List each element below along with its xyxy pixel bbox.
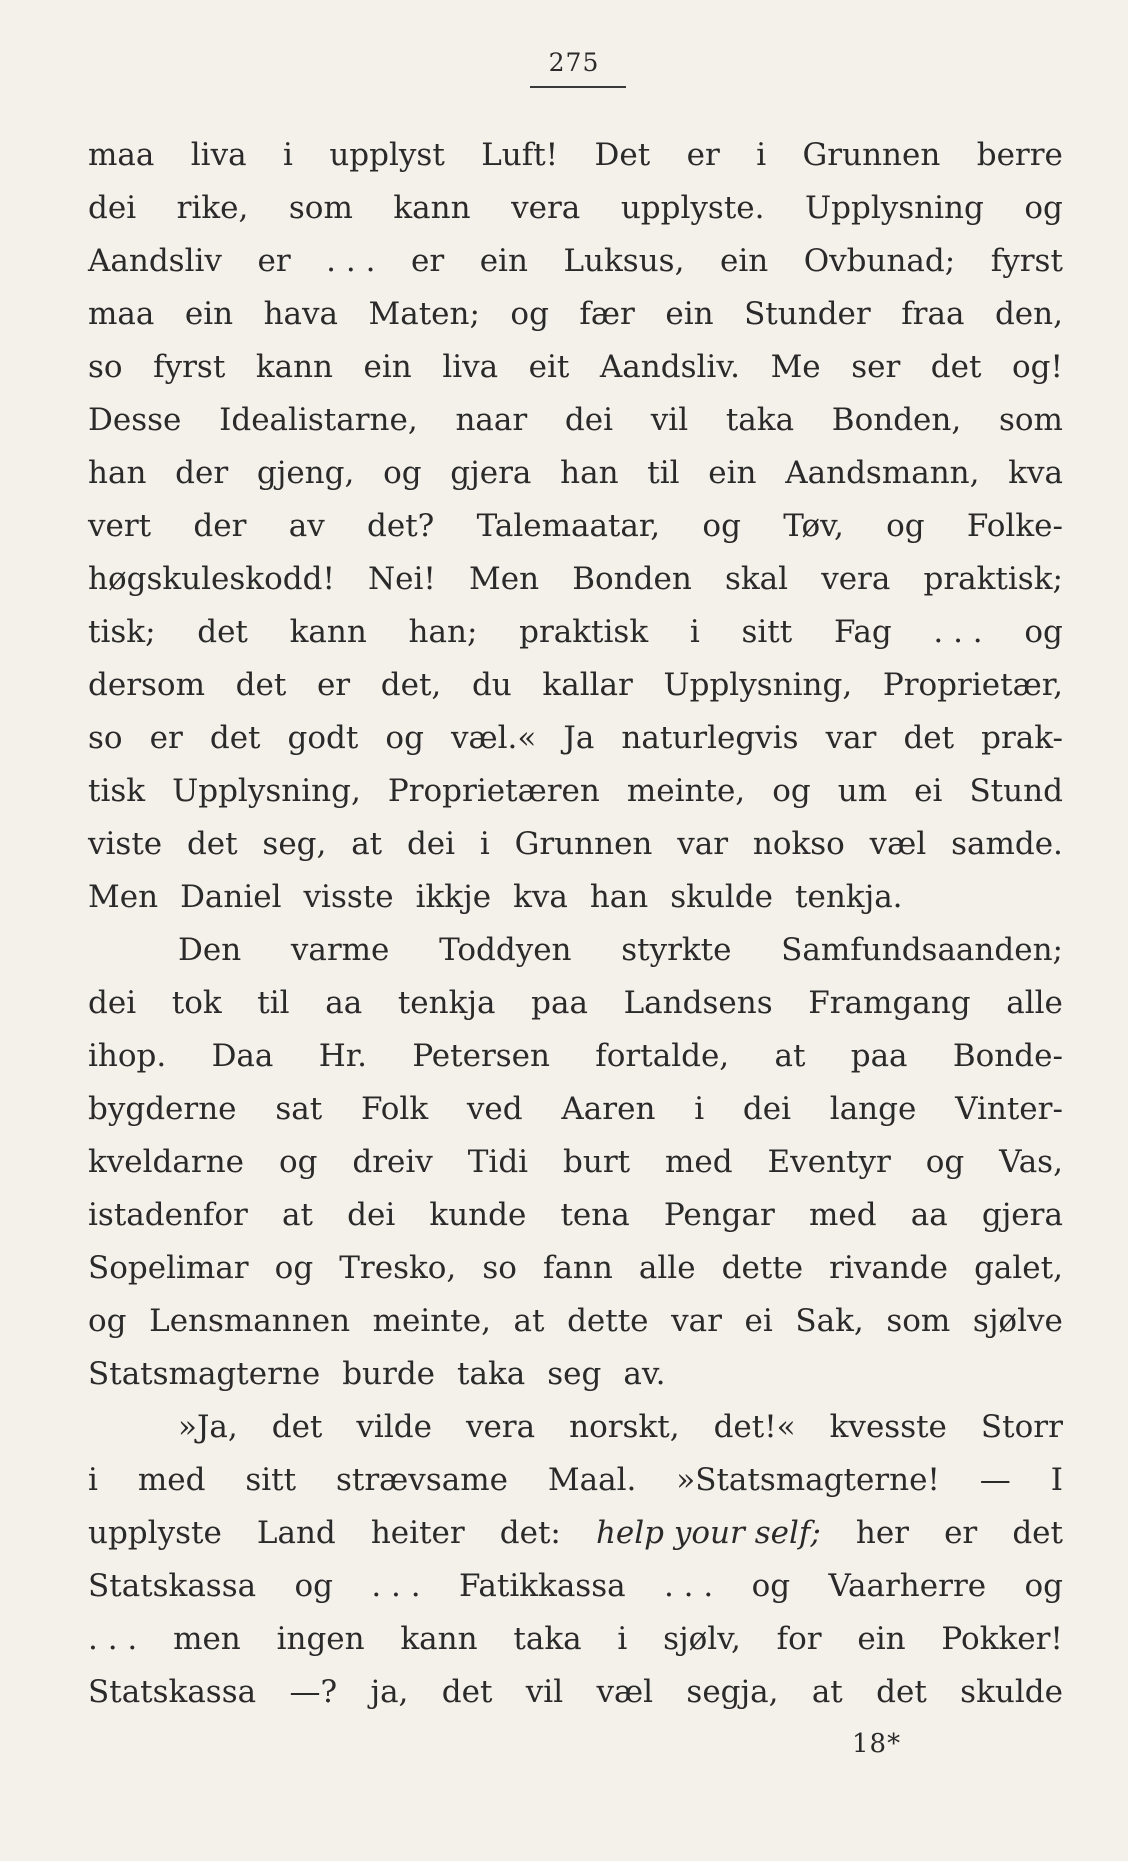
- text-word: meinte,: [372, 1303, 491, 1339]
- text-word: dei: [564, 402, 614, 438]
- text-word: Vas,: [999, 1144, 1063, 1180]
- text-word: . . .: [326, 243, 376, 279]
- text-word: Ja: [563, 720, 595, 756]
- text-word: Bonden,: [831, 402, 962, 438]
- text-word: Stunder: [744, 296, 871, 332]
- text-line: [88, 818, 1063, 871]
- text-word: sjølv,: [663, 1621, 741, 1657]
- text-word: det: [930, 349, 982, 385]
- text-word: Fag: [833, 614, 892, 650]
- text-word: det,: [380, 667, 442, 703]
- text-word: det!«: [713, 1409, 796, 1445]
- text-word: Den: [178, 932, 242, 968]
- text-word: ser: [851, 349, 901, 385]
- text-word: med: [665, 1144, 733, 1180]
- text-word: Upplysning: [805, 190, 984, 226]
- text-word: Aaren: [561, 1091, 656, 1127]
- text-word: skulde: [670, 879, 774, 915]
- text-word: nokso: [752, 826, 845, 862]
- text-word: og: [385, 720, 424, 756]
- text-word: styrkte: [621, 932, 732, 968]
- text-word: at: [282, 1197, 313, 1233]
- text-word: Desse: [88, 402, 182, 438]
- text-word: upplyste.: [620, 190, 765, 226]
- text-word: Storr: [980, 1409, 1063, 1445]
- text-word: og: [1024, 614, 1063, 650]
- text-word: det: [197, 614, 248, 650]
- text-word: help your self;: [595, 1515, 821, 1551]
- text-word: visste: [303, 879, 394, 915]
- text-word: Bonden: [572, 561, 692, 597]
- signature-mark: 18*: [852, 1729, 902, 1759]
- text-word: og: [1024, 1568, 1063, 1604]
- text-word: dei: [742, 1091, 791, 1127]
- text-word: i: [756, 137, 767, 173]
- text-word: . . .: [933, 614, 983, 650]
- text-word: kann: [400, 1621, 478, 1657]
- text-word: so: [88, 720, 123, 756]
- text-word: som: [288, 190, 353, 226]
- text-word: høgskuleskodd!: [88, 561, 335, 597]
- text-word: Aandsliv: [88, 243, 222, 279]
- text-word: Men: [88, 879, 159, 915]
- text-word: Petersen: [412, 1038, 550, 1074]
- text-word: den,: [994, 296, 1063, 332]
- text-word: men: [173, 1621, 241, 1657]
- text-word: so: [88, 349, 123, 385]
- text-word: Statsmagterne: [88, 1356, 321, 1392]
- text-word: i: [479, 826, 490, 862]
- text-word: han: [560, 455, 619, 491]
- text-line: [88, 1507, 1063, 1560]
- text-word: du: [471, 667, 512, 703]
- text-line: [88, 712, 1063, 765]
- text-word: for: [776, 1621, 822, 1657]
- text-word: Grunnen: [514, 826, 653, 862]
- text-word: Daniel: [180, 879, 282, 915]
- text-word: seg,: [262, 826, 327, 862]
- text-word: taka: [513, 1621, 582, 1657]
- text-word: det: [209, 720, 261, 756]
- text-word: gjera: [981, 1197, 1063, 1233]
- text-word: dei: [88, 985, 137, 1021]
- text-word: han: [589, 879, 649, 915]
- text-word: og!: [1011, 349, 1063, 385]
- text-word: prak-: [981, 720, 1063, 756]
- text-line: [88, 500, 1063, 553]
- text-word: bygderne: [88, 1091, 237, 1127]
- text-word: er: [257, 243, 291, 279]
- text-word: tisk;: [88, 614, 156, 650]
- text-word: og: [1024, 190, 1063, 226]
- text-word: Sak,: [795, 1303, 864, 1339]
- text-word: der: [175, 455, 229, 491]
- text-word: kveldarne: [88, 1144, 245, 1180]
- text-word: Bonde-: [952, 1038, 1063, 1074]
- text-word: tisk: [88, 773, 146, 809]
- text-word: viste: [88, 826, 163, 862]
- text-line: [88, 1560, 1063, 1613]
- text-word: . . .: [663, 1568, 714, 1604]
- body-text: [88, 129, 1063, 1719]
- text-word: »Statsmagterne!: [676, 1462, 940, 1498]
- text-word: samde.: [951, 826, 1063, 862]
- text-line: [88, 553, 1063, 606]
- text-word: er: [316, 667, 351, 703]
- text-word: ein: [363, 349, 412, 385]
- text-word: gjera: [450, 455, 532, 491]
- text-word: Lensmannen: [149, 1303, 351, 1339]
- text-word: der: [193, 508, 247, 544]
- text-word: kunde: [429, 1197, 527, 1233]
- text-word: Maten;: [368, 296, 480, 332]
- text-word: »Ja,: [178, 1409, 238, 1445]
- text-word: praktisk;: [923, 561, 1063, 597]
- text-line: [88, 606, 1063, 659]
- text-word: segja,: [686, 1674, 779, 1710]
- text-line: [88, 871, 1063, 924]
- text-word: aa: [325, 985, 363, 1021]
- text-word: Folke-: [966, 508, 1063, 544]
- text-word: gjeng,: [256, 455, 355, 491]
- text-word: tok: [171, 985, 222, 1021]
- text-word: var: [825, 720, 877, 756]
- text-word: fyrst: [990, 243, 1063, 279]
- text-word: vert: [88, 508, 152, 544]
- text-word: vil: [525, 1674, 564, 1710]
- text-word: Daa: [211, 1038, 274, 1074]
- text-word: Fatikkassa: [458, 1568, 626, 1604]
- text-word: dei: [347, 1197, 396, 1233]
- text-word: godt: [287, 720, 359, 756]
- text-word: meinte,: [626, 773, 746, 809]
- text-word: Hr.: [318, 1038, 368, 1074]
- printer-signature: [852, 1729, 942, 1759]
- text-word: ja,: [370, 1674, 409, 1710]
- text-line: [88, 1030, 1063, 1083]
- text-word: i: [694, 1091, 705, 1127]
- text-line: [88, 341, 1063, 394]
- text-word: liva: [442, 349, 499, 385]
- text-word: med: [808, 1197, 877, 1233]
- text-word: ingen: [276, 1621, 365, 1657]
- text-word: Proprietær,: [882, 667, 1063, 703]
- text-word: Nei!: [368, 561, 436, 597]
- text-word: væl: [596, 1674, 654, 1710]
- text-word: maa: [88, 137, 155, 173]
- text-word: so: [482, 1250, 517, 1286]
- text-word: det:: [499, 1515, 561, 1551]
- text-word: av: [288, 508, 325, 544]
- text-word: tena: [560, 1197, 630, 1233]
- text-word: kann: [289, 614, 367, 650]
- text-word: sitt: [741, 614, 793, 650]
- text-word: Ovbunad;: [803, 243, 956, 279]
- text-word: og: [278, 1144, 318, 1180]
- text-word: at: [774, 1038, 806, 1074]
- text-word: dei: [406, 826, 456, 862]
- text-word: vera: [511, 190, 581, 226]
- text-word: kann: [393, 190, 471, 226]
- text-word: lange: [829, 1091, 917, 1127]
- text-word: Upplysning,: [663, 667, 853, 703]
- text-word: og: [925, 1144, 965, 1180]
- text-word: Pengar: [663, 1197, 775, 1233]
- text-word: er: [944, 1515, 978, 1551]
- text-word: Me: [770, 349, 821, 385]
- text-word: det: [235, 667, 287, 703]
- text-word: fraa: [901, 296, 965, 332]
- text-line: [88, 447, 1063, 500]
- text-word: Samfundsaanden;: [781, 932, 1063, 968]
- text-word: liva: [190, 137, 247, 173]
- text-line: [88, 1242, 1063, 1295]
- text-word: rivande: [829, 1250, 949, 1286]
- text-word: og: [886, 508, 925, 544]
- text-word: Folk: [360, 1091, 429, 1127]
- text-line: [88, 129, 1063, 182]
- text-word: til: [257, 985, 290, 1021]
- text-word: I: [1050, 1462, 1063, 1498]
- text-word: istadenfor: [88, 1197, 248, 1233]
- text-line: [88, 977, 1063, 1030]
- text-word: det: [186, 826, 238, 862]
- text-word: praktisk: [519, 614, 649, 650]
- text-word: hava: [263, 296, 339, 332]
- text-word: vera: [465, 1409, 536, 1445]
- text-word: sat: [275, 1091, 323, 1127]
- text-word: var: [671, 1303, 722, 1339]
- text-word: kva: [1008, 455, 1063, 491]
- text-word: tenkja.: [795, 879, 903, 915]
- text-word: i: [283, 137, 293, 173]
- text-word: alle: [638, 1250, 696, 1286]
- text-word: tenkja: [397, 985, 496, 1021]
- text-word: var: [677, 826, 729, 862]
- text-line: [88, 235, 1063, 288]
- text-word: rike,: [176, 190, 249, 226]
- text-word: dreiv: [352, 1144, 433, 1180]
- text-word: dette: [567, 1303, 649, 1339]
- text-word: Pokker!: [941, 1621, 1063, 1657]
- text-word: Tresko,: [339, 1250, 457, 1286]
- text-word: av.: [623, 1356, 666, 1392]
- text-word: fær: [579, 296, 635, 332]
- text-word: . . .: [88, 1621, 138, 1657]
- text-word: ihop.: [88, 1038, 167, 1074]
- text-word: Stund: [969, 773, 1063, 809]
- text-word: og: [88, 1303, 127, 1339]
- text-word: i: [689, 614, 700, 650]
- text-word: og: [294, 1568, 333, 1604]
- text-word: ein: [708, 455, 757, 491]
- text-word: dei: [88, 190, 137, 226]
- text-word: Aandsliv.: [599, 349, 741, 385]
- text-word: naturlegvis: [621, 720, 799, 756]
- text-word: vera: [821, 561, 891, 597]
- text-word: er: [686, 137, 720, 173]
- text-word: ei: [914, 773, 943, 809]
- text-word: fyrst: [153, 349, 226, 385]
- text-word: med: [137, 1462, 206, 1498]
- text-word: Statskassa: [88, 1674, 257, 1710]
- text-word: Tidi: [467, 1144, 529, 1180]
- text-word: Eventyr: [767, 1144, 891, 1180]
- text-word: han;: [408, 614, 478, 650]
- text-word: i: [617, 1621, 628, 1657]
- text-word: Tøv,: [783, 508, 844, 544]
- text-word: han: [88, 455, 147, 491]
- text-word: som: [998, 402, 1063, 438]
- text-word: alle: [1006, 985, 1063, 1021]
- text-word: er: [410, 243, 445, 279]
- text-word: heiter: [370, 1515, 465, 1551]
- text-word: sjølve: [972, 1303, 1063, 1339]
- text-word: Vaarherre: [828, 1568, 987, 1604]
- text-word: væl: [869, 826, 927, 862]
- text-line: [88, 394, 1063, 447]
- text-word: paa: [850, 1038, 908, 1074]
- text-word: Vinter-: [955, 1091, 1063, 1127]
- text-word: um: [837, 773, 888, 809]
- text-word: —: [979, 1462, 1011, 1498]
- text-word: kvesste: [829, 1409, 947, 1445]
- text-word: eit: [528, 349, 570, 385]
- text-line: [88, 659, 1063, 712]
- text-word: fortalde,: [595, 1038, 730, 1074]
- text-word: og: [702, 508, 741, 544]
- text-word: at: [351, 826, 383, 862]
- text-word: maa: [88, 296, 155, 332]
- text-word: dersom: [88, 667, 205, 703]
- text-word: det: [1012, 1515, 1063, 1551]
- text-word: og: [751, 1568, 791, 1604]
- text-word: er: [149, 720, 183, 756]
- text-line: [88, 765, 1063, 818]
- text-word: Proprietæren: [387, 773, 600, 809]
- text-word: ein: [184, 296, 234, 332]
- text-word: det: [441, 1674, 493, 1710]
- text-word: seg: [547, 1356, 602, 1392]
- text-word: vilde: [356, 1409, 432, 1445]
- text-line: [88, 1666, 1063, 1719]
- text-word: Luksus,: [563, 243, 685, 279]
- text-word: burde: [342, 1356, 436, 1392]
- text-word: Aandsmann,: [785, 455, 980, 491]
- text-word: paa: [531, 985, 588, 1021]
- text-word: taka: [725, 402, 795, 438]
- text-word: Det: [594, 137, 651, 173]
- text-word: i: [88, 1462, 98, 1498]
- text-word: at: [811, 1674, 843, 1710]
- text-word: strævsame: [335, 1462, 508, 1498]
- text-word: ikkje: [415, 879, 492, 915]
- text-word: Toddyen: [439, 932, 572, 968]
- text-word: og: [383, 455, 422, 491]
- header-rule: [530, 86, 626, 88]
- text-word: Landsens: [623, 985, 773, 1021]
- text-word: Maal.: [547, 1462, 637, 1498]
- text-word: burt: [563, 1144, 631, 1180]
- text-word: væl.«: [450, 720, 537, 756]
- text-word: kallar: [542, 667, 633, 703]
- text-word: fann: [542, 1250, 613, 1286]
- text-word: og: [772, 773, 811, 809]
- text-word: ein: [719, 243, 769, 279]
- text-word: som: [886, 1303, 951, 1339]
- text-word: ei: [744, 1303, 773, 1339]
- text-word: her: [855, 1515, 909, 1551]
- text-word: dette: [721, 1250, 804, 1286]
- text-word: upplyste: [88, 1515, 222, 1551]
- text-word: varme: [290, 932, 390, 968]
- text-word: til: [647, 455, 680, 491]
- text-word: Statskassa: [88, 1568, 257, 1604]
- text-word: —?: [289, 1674, 338, 1710]
- text-word: vil: [650, 402, 689, 438]
- text-word: det: [903, 720, 955, 756]
- text-word: Luft!: [481, 137, 559, 173]
- text-line: [88, 288, 1063, 341]
- page-number: 275: [548, 48, 600, 77]
- text-word: og: [510, 296, 549, 332]
- text-word: at: [513, 1303, 545, 1339]
- text-word: naar: [455, 402, 528, 438]
- text-word: kann: [255, 349, 334, 385]
- text-word: Land: [256, 1515, 336, 1551]
- text-word: upplyst: [329, 137, 445, 173]
- text-word: Sopelimar: [88, 1250, 249, 1286]
- text-word: galet,: [974, 1250, 1063, 1286]
- text-word: og: [274, 1250, 314, 1286]
- text-word: Idealistarne,: [219, 402, 418, 438]
- text-word: sitt: [245, 1462, 297, 1498]
- text-word: det?: [367, 508, 435, 544]
- text-word: kva: [513, 879, 568, 915]
- text-word: det: [271, 1409, 323, 1445]
- text-line: [88, 1189, 1063, 1242]
- text-word: Men: [469, 561, 540, 597]
- text-word: aa: [910, 1197, 948, 1233]
- text-line: [88, 1083, 1063, 1136]
- text-word: ein: [479, 243, 528, 279]
- text-word: skulde: [960, 1674, 1063, 1710]
- text-word: ein: [665, 296, 714, 332]
- text-word: norskt,: [569, 1409, 680, 1445]
- text-line: [88, 1295, 1063, 1348]
- text-word: skal: [724, 561, 789, 597]
- text-line: [88, 182, 1063, 235]
- text-word: berre: [976, 137, 1063, 173]
- text-word: taka: [457, 1356, 526, 1392]
- text-word: Grunnen: [802, 137, 941, 173]
- text-line: [88, 1348, 1063, 1401]
- text-word: Talemaatar,: [476, 508, 661, 544]
- text-word: ved: [466, 1091, 523, 1127]
- text-word: Framgang: [808, 985, 971, 1021]
- text-line: [88, 1613, 1063, 1666]
- text-line: [88, 924, 1063, 977]
- text-word: det: [876, 1674, 927, 1710]
- text-line: [88, 1454, 1063, 1507]
- text-word: . . .: [371, 1568, 421, 1604]
- text-line: [88, 1136, 1063, 1189]
- text-word: ein: [857, 1621, 906, 1657]
- text-line: [88, 1401, 1063, 1454]
- text-word: Upplysning,: [172, 773, 361, 809]
